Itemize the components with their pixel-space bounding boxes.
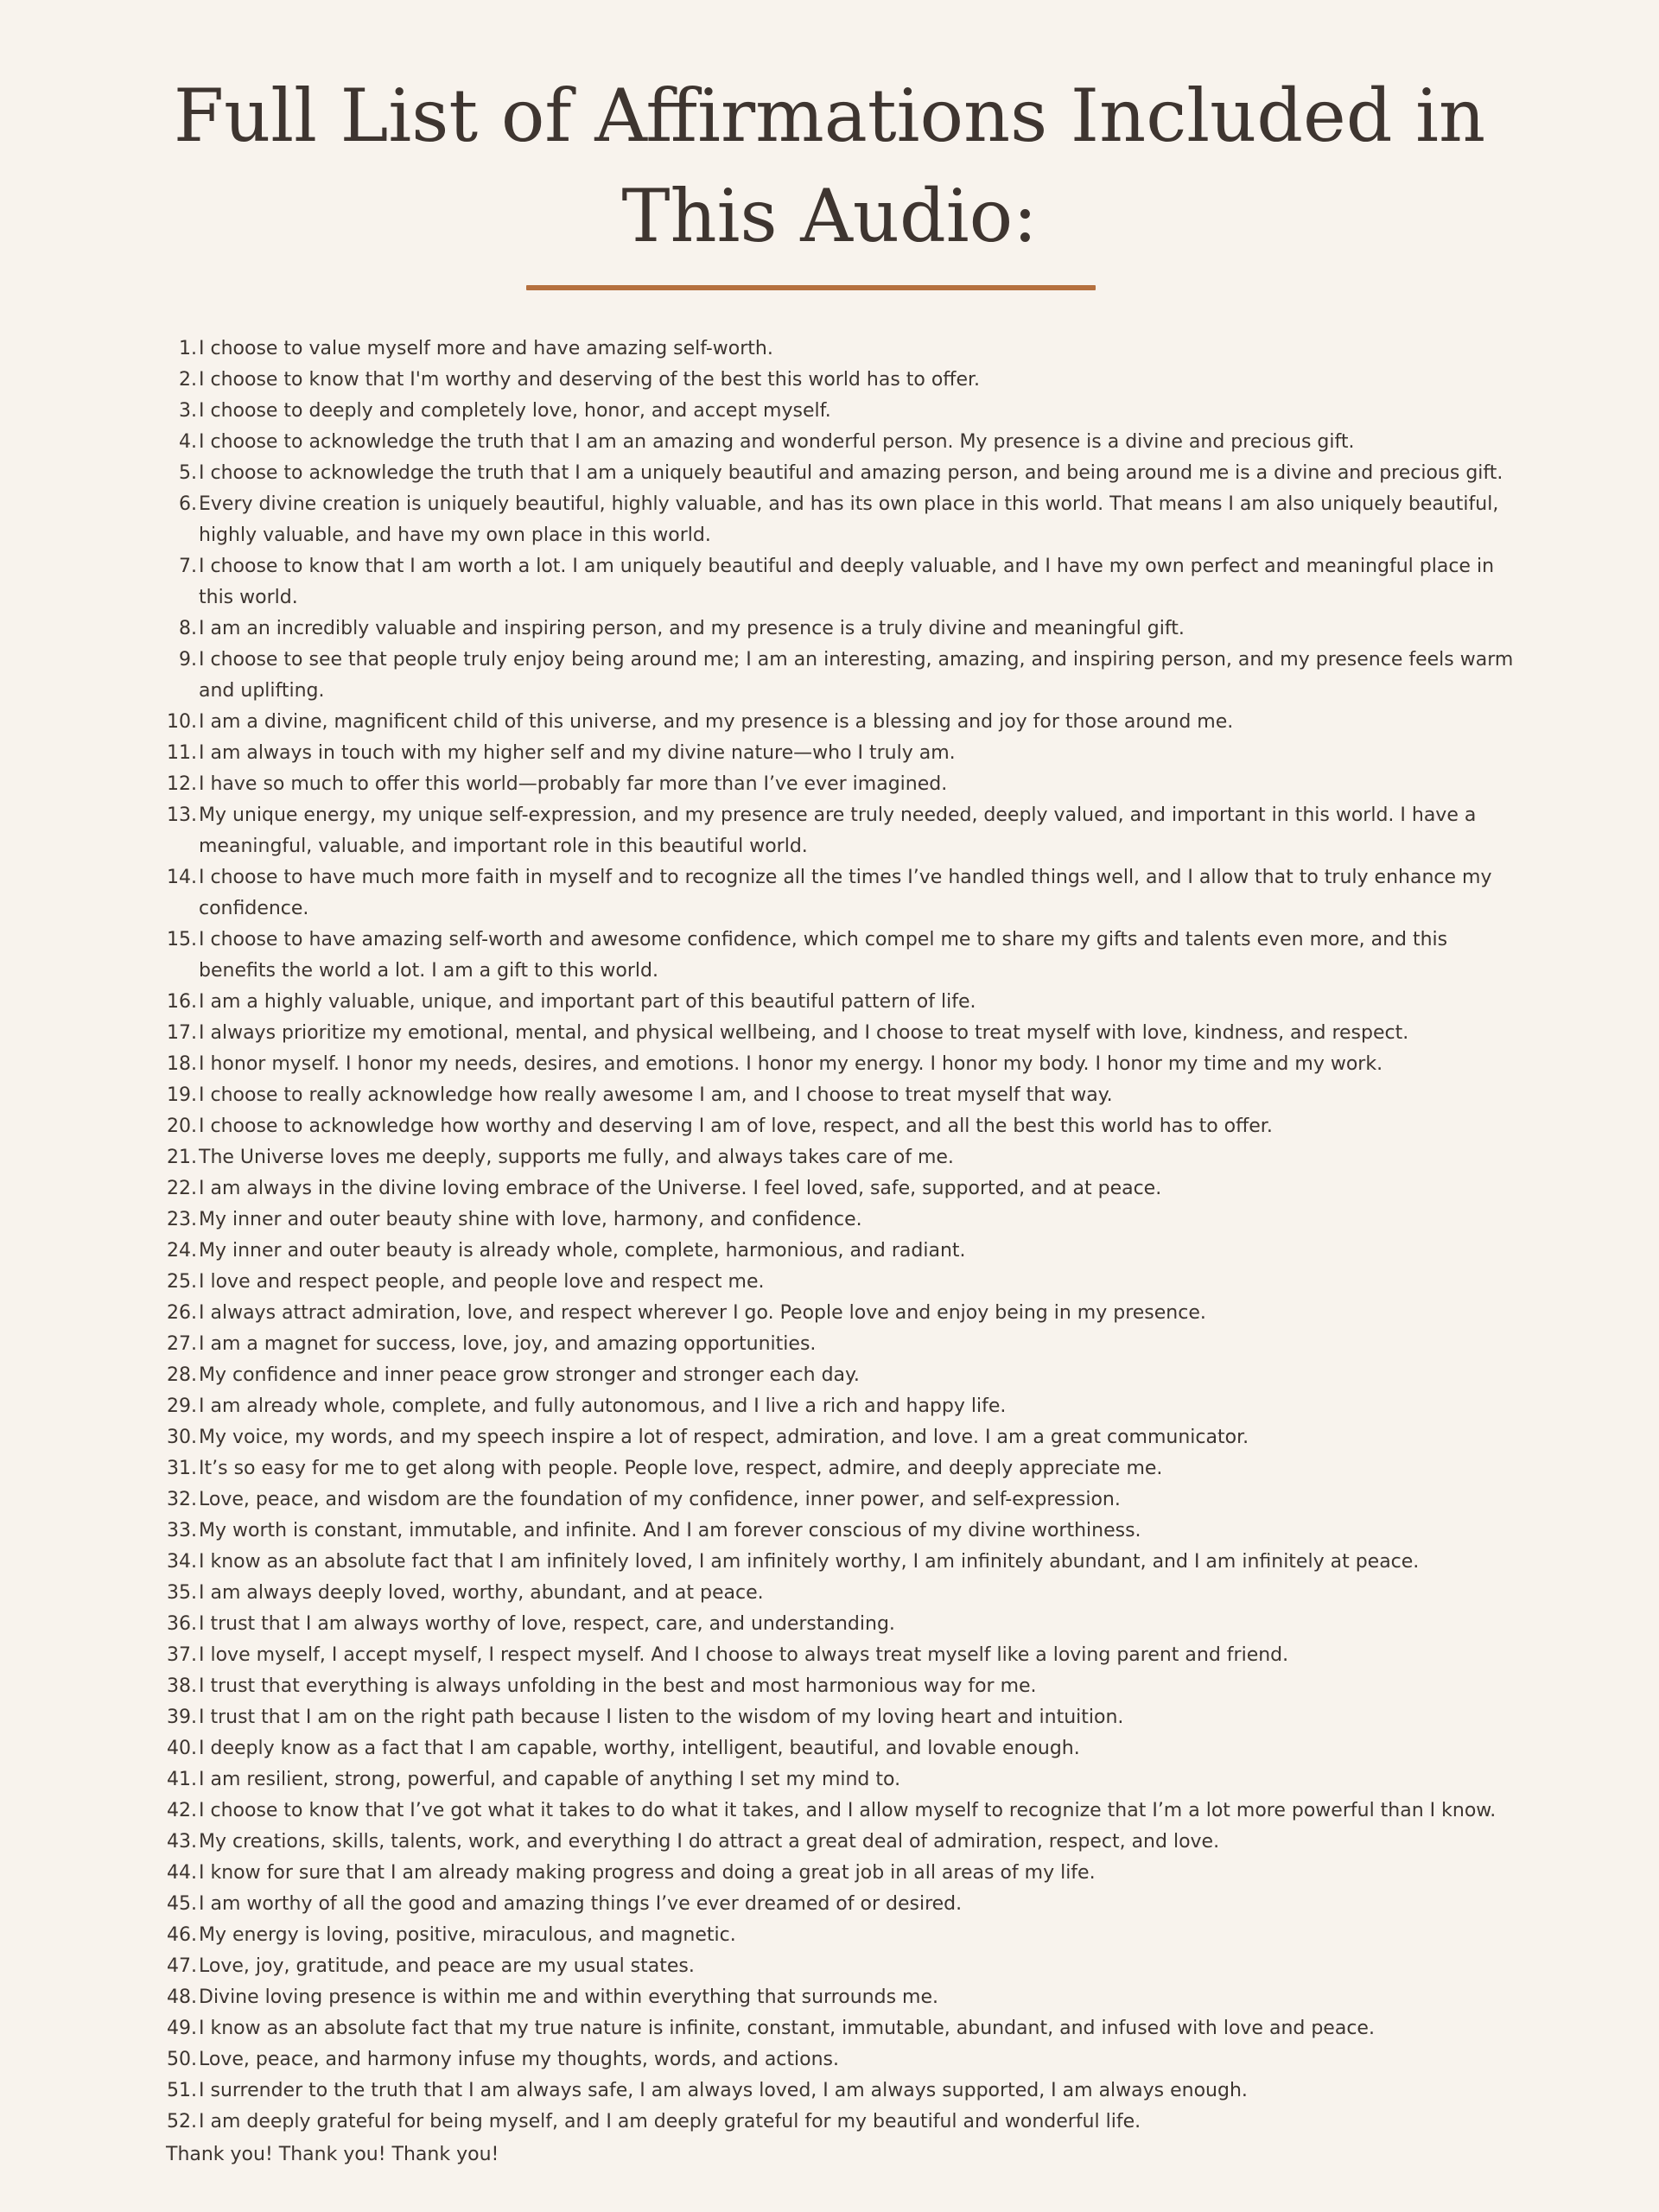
list-item-number: 29. xyxy=(167,1395,197,1417)
list-item xyxy=(166,1827,1514,1858)
list-item-number: 13. xyxy=(167,804,197,826)
list-item xyxy=(166,1018,1514,1049)
list-item-number: 33. xyxy=(167,1520,197,1541)
list-item-text: I trust that everything is always unfolding in the best and most harmonious way for me. xyxy=(199,1675,1037,1697)
list-item-text: I choose to know that I'm worthy and deserving of the best this world has to offer. xyxy=(199,369,981,391)
list-item-text: I choose to know that I’ve got what it takes to do what it takes, and I allow myself to recognize that I’m a lot more powerful than I know. xyxy=(199,1800,1497,1821)
list-item-text: I am always in the divine loving embrace of the Universe. I feel loved, safe, supported, and at peace. xyxy=(199,1178,1162,1199)
list-item-text: Love, joy, gratitude, and peace are my usual states. xyxy=(199,1955,695,1977)
list-item xyxy=(166,1267,1514,1298)
list-item-number: 25. xyxy=(167,1271,197,1293)
list-item-text: I deeply know as a fact that I am capable, worthy, intelligent, beautiful, and lovable enough. xyxy=(199,1738,1080,1759)
list-item-number: 8. xyxy=(179,618,197,639)
list-item-number: 19. xyxy=(167,1084,197,1106)
list-item xyxy=(166,987,1514,1018)
list-item-number: 5. xyxy=(179,462,197,484)
list-item-text: I always attract admiration, love, and respect wherever I go. People love and enjoy being in my presence. xyxy=(199,1302,1206,1324)
list-item xyxy=(166,1920,1514,1951)
list-item-number: 2. xyxy=(179,369,197,391)
list-item xyxy=(166,1516,1514,1547)
list-item-number: 36. xyxy=(167,1613,197,1635)
list-item xyxy=(166,1702,1514,1733)
list-item-text: My voice, my words, and my speech inspire a lot of respect, admiration, and love. I am a great communicator. xyxy=(199,1427,1249,1448)
list-item xyxy=(166,1578,1514,1609)
list-item xyxy=(166,489,1514,551)
list-item-number: 26. xyxy=(167,1302,197,1324)
list-item-number: 9. xyxy=(179,649,197,671)
list-item xyxy=(166,1733,1514,1764)
list-item-number: 42. xyxy=(167,1800,197,1821)
list-item-number: 35. xyxy=(167,1582,197,1604)
list-item-number: 4. xyxy=(179,431,197,453)
list-item-text: I know as an absolute fact that my true nature is infinite, constant, immutable, abundant, and infused with love and peace. xyxy=(199,2018,1375,2039)
list-item-number: 10. xyxy=(167,711,197,733)
list-item xyxy=(166,2075,1514,2107)
list-item-text: My confidence and inner peace grow stronger and stronger each day. xyxy=(199,1364,860,1386)
list-item xyxy=(166,1640,1514,1671)
list-item-text: I am a magnet for success, love, joy, and amazing opportunities. xyxy=(199,1333,817,1355)
list-item-number: 45. xyxy=(167,1893,197,1915)
list-item-number: 37. xyxy=(167,1644,197,1666)
list-item xyxy=(166,1764,1514,1796)
list-item xyxy=(166,645,1514,707)
list-item xyxy=(166,800,1514,862)
list-item-text: I know as an absolute fact that I am infinitely loved, I am infinitely worthy, I am infinitely abundant, and I am infinitely at peace. xyxy=(199,1551,1420,1573)
list-item xyxy=(166,2107,1514,2138)
list-item xyxy=(166,1173,1514,1205)
list-item xyxy=(166,427,1514,458)
list-item-text: I trust that I am on the right path because I listen to the wisdom of my loving heart and intuition. xyxy=(199,1707,1124,1728)
list-item-number: 48. xyxy=(167,1986,197,2008)
list-item xyxy=(166,365,1514,396)
list-item-number: 11. xyxy=(167,742,197,764)
list-item xyxy=(166,334,1514,365)
list-item xyxy=(166,1889,1514,1920)
list-item-number: 18. xyxy=(167,1053,197,1075)
list-item-text: I choose to have much more faith in myself and to recognize all the times I’ve handled things well, and I allow that to truly enhance my confidence. xyxy=(199,867,1492,919)
list-item-text: I choose to know that I am worth a lot. I am uniquely beautiful and deeply valuable, and I have my own perfect and meaningful place in this world. xyxy=(199,556,1495,608)
list-item-text: Love, peace, and wisdom are the foundation of my confidence, inner power, and self-expression. xyxy=(199,1489,1121,1510)
list-item-text: I honor myself. I honor my needs, desires, and emotions. I honor my energy. I honor my body. I honor my time and my work. xyxy=(199,1053,1383,1075)
list-item-text: I surrender to the truth that I am always safe, I am always loved, I am always supported, I am always enough. xyxy=(199,2080,1248,2101)
list-item xyxy=(166,1049,1514,1080)
title-divider xyxy=(526,285,1096,290)
list-item xyxy=(166,862,1514,925)
list-item-text: I choose to acknowledge the truth that I am an amazing and wonderful person. My presence is a divine and precious gift. xyxy=(199,431,1355,453)
list-item-text: I know for sure that I am already making progress and doing a great job in all areas of my life. xyxy=(199,1862,1096,1884)
list-item-number: 1. xyxy=(179,338,197,359)
list-item xyxy=(166,1796,1514,1827)
list-item-number: 16. xyxy=(167,991,197,1013)
list-item xyxy=(166,1858,1514,1889)
list-item-text: I choose to acknowledge the truth that I am a uniquely beautiful and amazing person, and being around me is a divine and precious gift. xyxy=(199,462,1503,484)
list-item xyxy=(166,1080,1514,1111)
list-item xyxy=(166,1951,1514,1982)
list-item-number: 50. xyxy=(167,2049,197,2070)
list-item-text: I love and respect people, and people love and respect me. xyxy=(199,1271,765,1293)
list-item-text: I have so much to offer this world—probably far more than I’ve ever imagined. xyxy=(199,773,948,795)
list-item xyxy=(166,458,1514,489)
list-item-number: 38. xyxy=(167,1675,197,1697)
list-item xyxy=(166,1329,1514,1360)
list-item-text: I am a highly valuable, unique, and important part of this beautiful pattern of life. xyxy=(199,991,976,1013)
list-item-text: My creations, skills, talents, work, and everything I do attract a great deal of admiration, respect, and love. xyxy=(199,1831,1220,1853)
list-item xyxy=(166,707,1514,738)
list-item xyxy=(166,1422,1514,1453)
list-item-number: 40. xyxy=(167,1738,197,1759)
list-item-text: My energy is loving, positive, miraculous, and magnetic. xyxy=(199,1924,736,1946)
list-item-text: My unique energy, my unique self-expression, and my presence are truly needed, deeply valued, and important in this world. I have a meaningful, valuable, and important role in this beautiful world. xyxy=(199,804,1477,857)
list-item-number: 12. xyxy=(167,773,197,795)
list-item-text: I am worthy of all the good and amazing things I’ve ever dreamed of or desired. xyxy=(199,1893,963,1915)
list-item-text: Every divine creation is uniquely beautiful, highly valuable, and has its own place in this world. That means I am also uniquely beautiful, highly valuable, and have my own place in this world. xyxy=(199,493,1499,546)
list-item-number: 21. xyxy=(167,1147,197,1168)
list-item xyxy=(166,551,1514,613)
list-item-number: 28. xyxy=(167,1364,197,1386)
list-item xyxy=(166,1236,1514,1267)
list-item-text: I am resilient, strong, powerful, and capable of anything I set my mind to. xyxy=(199,1769,901,1790)
list-item-text: I am a divine, magnificent child of this universe, and my presence is a blessing and joy for those around me. xyxy=(199,711,1234,733)
list-item-text: I choose to have amazing self-worth and awesome confidence, which compel me to share my gifts and talents even more, and this benefits the world a lot. I am a gift to this world. xyxy=(199,929,1448,982)
page-title: Full List of Affirmations Included in This Audio: xyxy=(173,73,1486,258)
list-item-text: It’s so easy for me to get along with people. People love, respect, admire, and deeply appreciate me. xyxy=(199,1458,1163,1479)
list-item-text: I love myself, I accept myself, I respect myself. And I choose to always treat myself like a loving parent and friend. xyxy=(199,1644,1289,1666)
list-item-text: I am deeply grateful for being myself, and I am deeply grateful for my beautiful and wonderful life. xyxy=(199,2111,1141,2133)
list-item xyxy=(166,2013,1514,2044)
list-item-number: 24. xyxy=(167,1240,197,1262)
list-item xyxy=(166,925,1514,987)
list-item-number: 46. xyxy=(167,1924,197,1946)
list-item-number: 3. xyxy=(179,400,197,422)
list-item-number: 15. xyxy=(167,929,197,950)
list-item-number: 47. xyxy=(167,1955,197,1977)
list-item xyxy=(166,2044,1514,2075)
list-item-number: 34. xyxy=(167,1551,197,1573)
list-item-text: I choose to value myself more and have amazing self-worth. xyxy=(199,338,773,359)
list-item xyxy=(166,1360,1514,1391)
list-item-text: Divine loving presence is within me and within everything that surrounds me. xyxy=(199,1986,939,2008)
list-item-number: 6. xyxy=(179,493,197,515)
list-item-number: 31. xyxy=(167,1458,197,1479)
list-item-text: I am an incredibly valuable and inspiring person, and my presence is a truly divine and meaningful gift. xyxy=(199,618,1185,639)
list-item-text: My inner and outer beauty is already whole, complete, harmonious, and radiant. xyxy=(199,1240,966,1262)
list-item-number: 20. xyxy=(167,1116,197,1137)
list-item-number: 39. xyxy=(167,1707,197,1728)
list-item-text: I am always in touch with my higher self and my divine nature—who I truly am. xyxy=(199,742,956,764)
list-item xyxy=(166,1484,1514,1516)
list-item xyxy=(166,1982,1514,2013)
list-item-number: 23. xyxy=(167,1209,197,1230)
list-item-text: I always prioritize my emotional, mental, and physical wellbeing, and I choose to treat myself with love, kindness, and respect. xyxy=(199,1022,1409,1044)
list-item-number: 32. xyxy=(167,1489,197,1510)
list-item-text: I am already whole, complete, and fully autonomous, and I live a rich and happy life. xyxy=(199,1395,1007,1417)
list-item-number: 7. xyxy=(179,556,197,577)
list-item-text: I choose to acknowledge how worthy and deserving I am of love, respect, and all the best this world has to offer. xyxy=(199,1116,1273,1137)
list-item-text: My inner and outer beauty shine with love, harmony, and confidence. xyxy=(199,1209,862,1230)
list-item xyxy=(166,1298,1514,1329)
list-item xyxy=(166,1142,1514,1173)
list-item-number: 17. xyxy=(167,1022,197,1044)
list-item-number: 44. xyxy=(167,1862,197,1884)
list-item-text: I choose to see that people truly enjoy being around me; I am an interesting, amazing, and inspiring person, and my presence feels warm and uplifting. xyxy=(199,649,1514,702)
list-item-number: 52. xyxy=(167,2111,197,2133)
list-item xyxy=(166,1453,1514,1484)
list-item-number: 22. xyxy=(167,1178,197,1199)
list-item xyxy=(166,1671,1514,1702)
list-item-number: 30. xyxy=(167,1427,197,1448)
list-item-text: I choose to really acknowledge how really awesome I am, and I choose to treat myself that way. xyxy=(199,1084,1113,1106)
list-item xyxy=(166,738,1514,769)
list-item-text: I am always deeply loved, worthy, abundant, and at peace. xyxy=(199,1582,764,1604)
list-item xyxy=(166,1547,1514,1578)
list-item-number: 27. xyxy=(167,1333,197,1355)
list-item xyxy=(166,1391,1514,1422)
list-item-text: The Universe loves me deeply, supports me fully, and always takes care of me. xyxy=(199,1147,954,1168)
list-item xyxy=(166,396,1514,427)
list-item-number: 14. xyxy=(167,867,197,888)
list-item xyxy=(166,769,1514,800)
list-item-number: 43. xyxy=(167,1831,197,1853)
list-item-number: 41. xyxy=(167,1769,197,1790)
list-item-text: Love, peace, and harmony infuse my thoughts, words, and actions. xyxy=(199,2049,839,2070)
list-item xyxy=(166,1111,1514,1142)
list-item-number: 49. xyxy=(167,2018,197,2039)
list-item-text: I choose to deeply and completely love, honor, and accept myself. xyxy=(199,400,831,422)
closing-text: Thank you! Thank you! Thank you! xyxy=(166,2144,499,2165)
list-item xyxy=(166,1609,1514,1640)
list-item-text: I trust that I am always worthy of love, respect, care, and understanding. xyxy=(199,1613,895,1635)
list-item-text: My worth is constant, immutable, and infinite. And I am forever conscious of my divine worthiness. xyxy=(199,1520,1141,1541)
list-item xyxy=(166,1205,1514,1236)
affirmations-list xyxy=(166,334,1514,2138)
list-item xyxy=(166,613,1514,645)
list-item-number: 51. xyxy=(167,2080,197,2101)
